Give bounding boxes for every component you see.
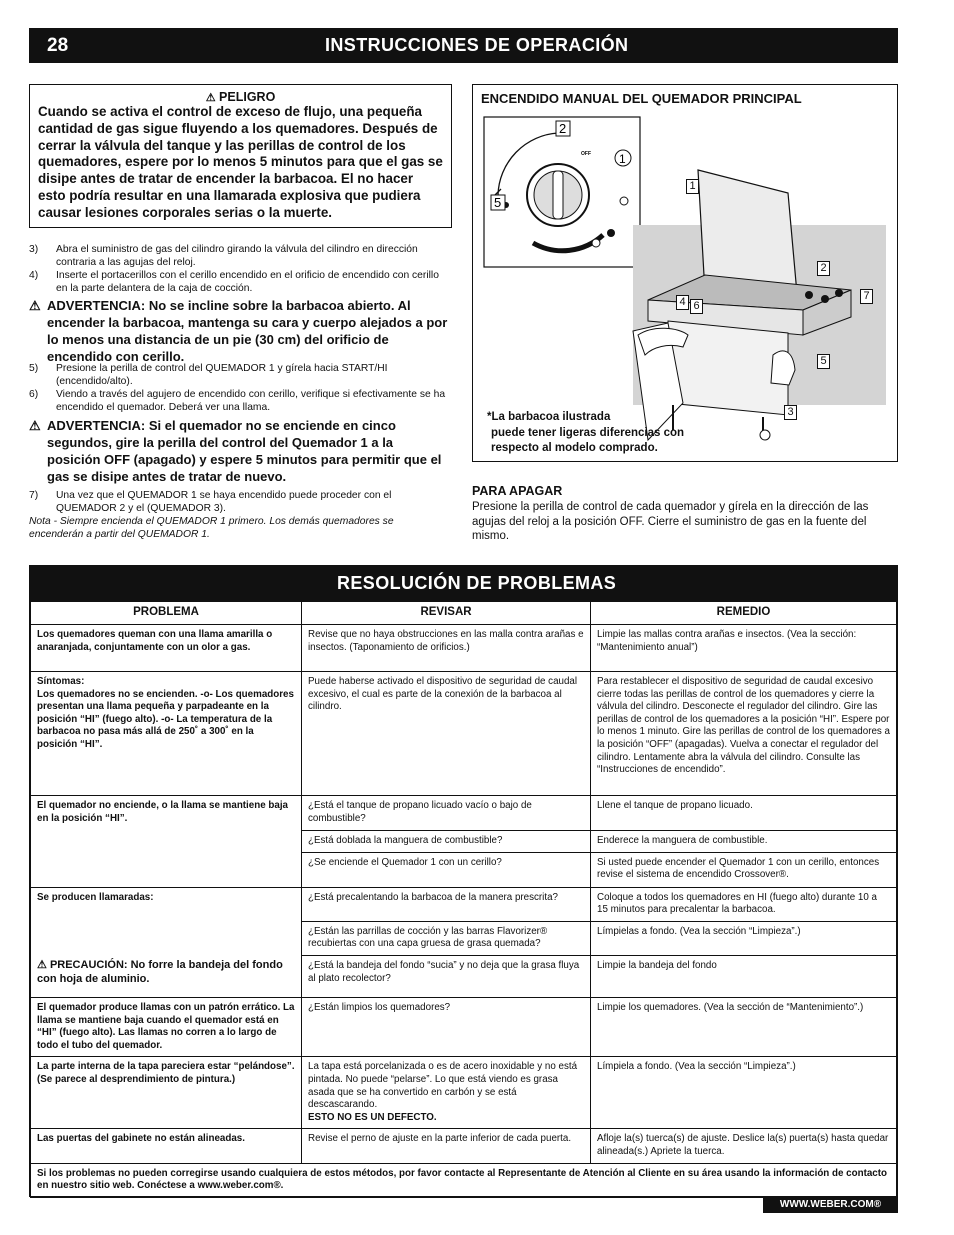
lighting-figure [472,84,898,462]
table-row: Síntomas: Los quemadores no se encienden. -o- Los quemadores presentan una llama pequeña y parpadeante en la posición “HI” (fuego alto). -o- La temperatura de la barbacoa no pasa más allá de 250˚ a 300˚ en la posición “HI”. Puede haberse activado el dispositivo de seguridad de caudal excesivo, el cual es parte de la conexión de la barbacoa al cilindro. Para restablecer el dispositivo de seguridad de caudal excesivo cierre todas las perillas de control de los quemadores y cierre la válvula del cilindro. Desconecte el regulador del cilindro. Gire las perillas de control de los quemadores a la posición “HI”. Espere por lo menos 1 minuto. Gire las perillas de control de los quemadores a la posición “OFF” (apagadas). Vuelva a conectar el regulador del cilindro. Lentamente abra la válvula del cilindro. Consulte las “Instrucciones de encendido”. [31,672,897,796]
table-row: Las puertas del gabinete no están alineadas. Revise el perno de ajuste en la parte inferior de cada puerta. Afloje la(s) tuerca(s) de ajuste. Deslice la(s) puerta(s) hasta quedar alineada(s.) Apriete la tuerca. [31,1129,897,1163]
warning-1: ⚠ ADVERTENCIA: No se incline sobre la barbacoa abierto. Al encender la barbacoa, mantenga su cara y cuerpo alejados a por lo menos una distancia de un pie (30 cm) del orificio de encendido con cerillo. [29,298,448,364]
table-row: El quemador no enciende, o la llama se mantiene baja en la posición “HI”. ¿Está el tanque de propano licuado vacío o bajo de combustible? Llene el tanque de propano licuado. [31,796,897,831]
callout-2: 2 [817,261,830,276]
warning-triangle-icon: ⚠ [29,298,41,313]
callout-3: 3 [784,405,797,420]
figure-title: ENCENDIDO MANUAL DEL QUEMADOR PRINCIPAL [481,91,802,106]
table-row: ¿Están las parrillas de cocción y las barras Flavorizer® recubiertas con una capa gruesa de grasa quemada? Límpielas a fondo. (Vea la sección “Limpieza”.) [31,921,897,955]
troubleshooting-header: RESOLUCIÓN DE PROBLEMAS [30,566,897,601]
table-row: Los quemadores queman con una llama amarilla o anaranjada, conjuntamente con un olor a gas. Revise que no haya obstrucciones en las malla contra arañas e insectos. (Taponamiento de orificios.) Limpie las mallas contra arañas e insectos. (Vea la sección: “Mantenimiento anual”) [31,625,897,672]
caution-note: ⚠ PRECAUCIÓN: No forre la bandeja del fondo con hoja de aluminio. [37,958,283,985]
danger-title: PELIGRO [219,90,276,104]
callout-6: 6 [690,299,703,314]
column-header: REVISAR [302,602,591,625]
danger-box [29,84,452,228]
callout-5: 5 [817,354,830,369]
knob-off-label: OFF [581,151,591,157]
callout-7: 7 [860,289,873,304]
page-number: 28 [47,35,69,56]
knob-callout-5: 5 [494,195,502,210]
page-header [29,28,898,63]
website-link[interactable]: WWW.WEBER.COM® [763,1196,898,1213]
step-5: 5) Presione la perilla de control del QUEMADOR 1 y gírela hacia START/HI (encendido/alto). [29,363,388,387]
step-7: 7) Una vez que el QUEMADOR 1 se haya encendido puede proceder con el QUEMADOR 2 y el (QUEMADOR 3). [29,490,392,514]
table-row: ¿Está doblada la manguera de combustible? Enderece la manguera de combustible. [31,831,897,853]
section-title: INSTRUCCIONES DE OPERACIÓN [325,35,629,55]
turn-off-body: Presione la perilla de control de cada quemador y gírela en la dirección de las agujas del reloj a la posición OFF. Cierre el suministro de gas en la fuente del mismo. [472,501,869,542]
table-header-row [31,602,897,625]
warning-triangle-icon: ⚠ [205,92,216,104]
callout-1: 1 [686,179,699,194]
danger-body: Cuando se activa el control de exceso de flujo, una pequeña cantidad de gas sigue fluyendo a los quemadores. Después de cerrar la válvula del tanque y las perillas de control de los quemadores, espere por lo menos 5 minutos para que el gas se disipe antes de tratar de encender la barbacoa. El no hacer esto podría resultar en una llamarada explosiva que pudiera causar lesiones corporales serias o la muerte. [38,104,443,220]
table-row: ¿Se enciende el Quemador 1 con un cerillo? Si usted puede encender el Quemador 1 con un cerillo, entonces revise el sistema de encendido Crossover®. [31,852,897,887]
table-row: La parte interna de la tapa pareciera estar “pelándose”. (Se parece al desprendimiento de pintura.) La tapa está porcelanizada o es de acero inoxidable y no está pintada. No puede “pelarse”. Lo que está viendo es grasa asada que se ha convertido en carbón y se está descascarando. ESTO NO ES UN DEFECTO. Límpiela a fondo. (Vea la sección “Limpieza”.) [31,1057,897,1129]
table-footer-row: Si los problemas no pueden corregirse usando cualquiera de estos métodos, por favor contacte al Representante de Atención al Cliente en su área usando la información de contacto en nuestro sitio web. Conéctese a www.weber.com®. [31,1163,897,1197]
callout-4: 4 [676,295,689,310]
warning-triangle-icon: ⚠ [37,958,47,971]
table-row: ¿Está la bandeja del fondo “sucia” y no deja que la grasa fluya al plato recolector? Limpie la bandeja del fondo [31,955,897,997]
troubleshooting-panel [29,565,898,1197]
grill-illustration [473,85,896,460]
turn-off-title: PARA APAGAR [472,484,563,498]
column-header: REMEDIO [591,602,897,625]
step-4: 4) Inserte el portacerillos con el cerillo encendido en el orificio de encendido con cerillo en la parte delantera de la caja de cocción. [29,270,439,294]
step-3: 3) Abra el suministro de gas del cilindro girando la válvula del cilindro en dirección contraria a las agujas del reloj. [29,244,418,268]
column-header: PROBLEMA [31,602,302,625]
troubleshooting-table [30,601,897,1198]
warning-triangle-icon: ⚠ [29,418,41,433]
knob-callout-2: 2 [559,121,567,136]
step-6: 6) Viendo a través del agujero de encendido con cerillo, verifique si efectivamente se ha encendido el quemador. Deberá ver una llama. [29,389,446,413]
note: Nota - Siempre encienda el QUEMADOR 1 primero. Los demás quemadores se encenderán a partir del QUEMADOR 1. [29,516,394,540]
table-row: El quemador produce llamas con un patrón errático. La llama se mantiene baja cuando el quemador está en “HI” (fuego alto). Las llamas no corren a lo largo de todo el tubo del quemador. ¿Están limpios los quemadores? Limpie los quemadores. (Vea la sección de “Mantenimiento”.) [31,997,897,1056]
table-row: Se producen llamaradas: ⚠ PRECAUCIÓN: No forre la bandeja del fondo con hoja de aluminio. ¿Está precalentando la barbacoa de la manera prescrita? Coloque a todos los quemadores en HI (fuego alto) durante 10 a 15 minutos para precalentar la barbacoa. [31,887,897,921]
knob-callout-1: 1 [619,152,626,166]
warning-2: ⚠ ADVERTENCIA: Si el quemador no se enciende en cinco segundos, gire la perilla del control del Quemador 1 a la posición OFF (apagado) y espere 5 minutos para permitir que el gas se disipe antes de tratar de nuevo. [29,418,442,484]
figure-caption: *La barbacoa ilustrada puede tener ligeras diferencias con respecto al modelo comprado. [487,411,685,454]
